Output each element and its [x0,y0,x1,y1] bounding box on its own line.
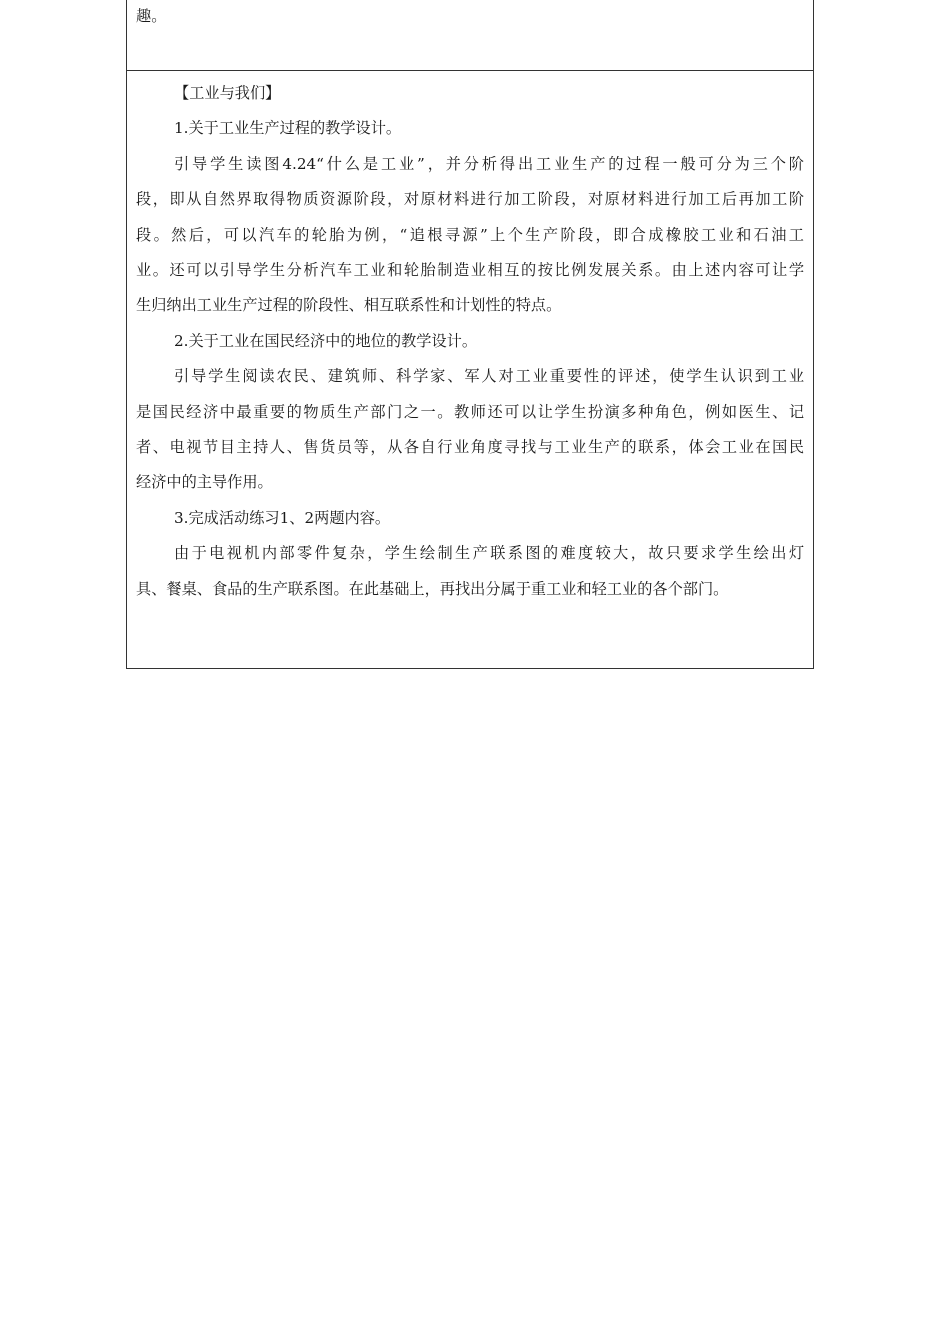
paragraph-3-line-2: 具、餐桌、食品的生产联系图。在此基础上，再找出分属于重工业和轻工业的各个部门。 [136,579,729,598]
table-cell-industry-and-us [127,71,813,668]
paragraph-3-line-1: 由于电视机内部零件复杂，学生绘制生产联系图的难度较大，故只要求学生绘出灯 [174,544,804,563]
text-line: 趣。 [136,7,167,25]
lesson-plan-table [126,0,814,669]
paragraph-1-line-2: 段，即从自然界取得物质资源阶段，对原材料进行加工阶段，对原材料进行加工后再加工阶 [136,190,804,209]
paragraph-2-line-4: 经济中的主导作用。 [136,473,273,492]
paragraph-1-line-4: 业。还可以引导学生分析汽车工业和轮胎制造业相互的按比例发展关系。由上述内容可让学 [136,261,804,280]
item-heading-3: 3.完成活动练习1、2两题内容。 [174,508,391,527]
table-cell-continuation [127,0,813,71]
section-heading: 【工业与我们】 [174,84,281,102]
paragraph-1-line-3: 段。然后，可以汽车的轮胎为例，“追根寻源”上个生产阶段，即合成橡胶工业和石油工 [136,225,804,244]
paragraph-1-line-1: 引导学生读图4.24“什么是工业”，并分析得出工业生产的过程一般可分为三个阶 [174,154,804,173]
paragraph-1-line-5: 生归纳出工业生产过程的阶段性、相互联系性和计划性的特点。 [136,296,562,315]
paragraph-2-line-1: 引导学生阅读农民、建筑师、科学家、军人对工业重要性的评述，使学生认识到工业 [174,367,804,386]
item-heading-1: 1.关于工业生产过程的教学设计。 [174,119,402,138]
paragraph-2-line-2: 是国民经济中最重要的物质生产部门之一。教师还可以让学生扮演多种角色，例如医生、记 [136,402,804,421]
paragraph-2-line-3: 者、电视节目主持人、售货员等，从各自行业角度寻找与工业生产的联系，体会工业在国民 [136,438,804,457]
item-heading-2: 2.关于工业在国民经济中的地位的教学设计。 [174,331,478,350]
